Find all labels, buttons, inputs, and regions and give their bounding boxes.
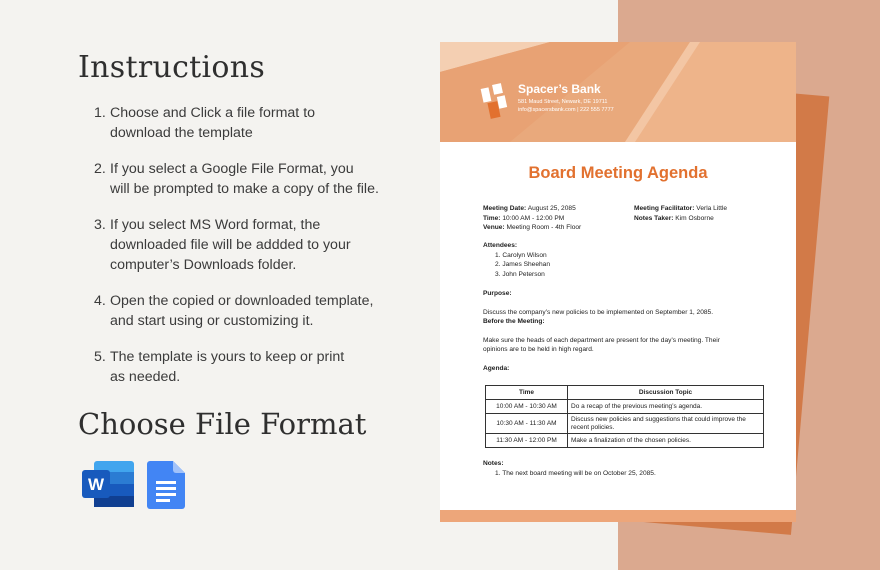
google-docs-button[interactable]: [147, 461, 185, 514]
agenda-table: [485, 385, 764, 448]
document-footer: [440, 510, 796, 522]
instruction-step: 2. If you select a Google File Format, you will be prompted to make a copy of the file.: [94, 161, 379, 197]
table-header-row: Time Discussion Topic: [486, 386, 764, 400]
agenda-title: Board Meeting Agenda: [528, 164, 708, 182]
table-row: 11:30 AM - 12:00 PM Make a finalization of the chosen policies.: [486, 434, 764, 448]
document-header: [440, 42, 796, 142]
bank-contact: info@spacersbank.com | 222 555 7777: [518, 107, 614, 113]
document-preview: [440, 42, 796, 522]
bank-name: Spacer’s Bank: [518, 82, 601, 96]
choose-format-title: Choose File Format: [78, 407, 367, 441]
meeting-meta-left: Meeting Date: August 25, 2085 Time: 10:00 AM - 12:00 PM Venue: Meeting Room - 4th Floor: [483, 205, 582, 231]
instructions-section: [78, 50, 408, 403]
instruction-step: 3. If you select MS Word format, the downloaded file will be addded to your computer’s Downloads folder.: [94, 217, 351, 273]
attendees-section: Attendees: 1. Carolyn Wilson 2. James Sheehan 3. John Peterson: [483, 242, 550, 278]
format-icons: [82, 461, 185, 514]
bank-logo-icon: [480, 82, 510, 122]
agenda-label: Agenda:: [483, 365, 510, 372]
google-docs-icon: [147, 461, 185, 509]
instruction-step: 4. Open the copied or downloaded template, and start using or customizing it.: [94, 293, 374, 329]
svg-text:W: W: [87, 475, 105, 494]
ms-word-icon: [82, 461, 134, 507]
ms-word-button[interactable]: [82, 461, 134, 514]
instruction-step: 1. Choose and Click a file format to download the template: [94, 105, 316, 141]
bank-address: 581 Maud Street, Newark, DE 19711: [518, 99, 608, 105]
table-row: 10:30 AM - 11:30 AM Discuss new policies and suggestions that could improve the recent policies.: [486, 414, 764, 434]
meeting-meta-right: Meeting Facilitator: Verla Little Notes Taker: Kim Osborne: [634, 205, 728, 222]
instructions-list: [78, 103, 408, 387]
instruction-step: 5. The template is yours to keep or print as needed.: [94, 349, 345, 385]
purpose-section: Purpose: Discuss the company’s new policies to be implemented on September 1, 2085. Before the Meeting: Make sure the heads of each department are present for the day’s meeting. Their opinions are to be held in high regard.: [483, 290, 720, 353]
notes-section: Notes: 1. The next board meeting will be on October 25, 2085.: [483, 460, 656, 477]
instructions-title: Instructions: [78, 50, 266, 85]
table-row: 10:00 AM - 10:30 AM Do a recap of the previous meeting’s agenda.: [486, 400, 764, 414]
